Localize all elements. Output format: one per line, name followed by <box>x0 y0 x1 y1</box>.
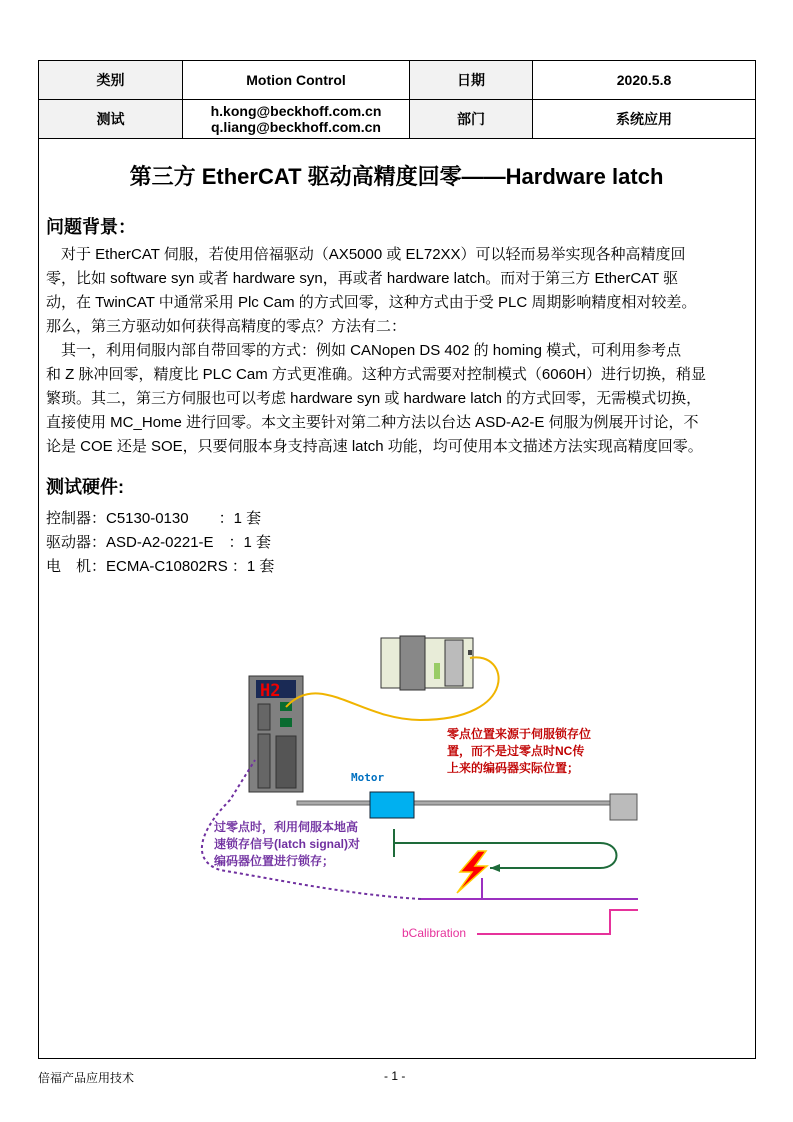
hardware-item: 电 机：ECMA-C10802RS ：1 套 <box>46 558 275 575</box>
email-1: h.kong@beckhoff.com.cn <box>210 103 382 119</box>
text-line: 和 Z 脉冲回零，精度比 PLC Cam 方式更准确。这种方式需要对控制模式（6060H）进行切换，稍显 <box>46 366 707 383</box>
text-line: 直接使用 MC_Home 进行回零。本文主要针对第二种方法以台达 ASD-A2-E 伺服为例展开讨论，不 <box>46 414 699 431</box>
text-line: 零，比如 software syn 或者 hardware syn，再或者 hardware latch。而对于第三方 EtherCAT 驱 <box>46 270 679 287</box>
plc-controller <box>381 636 473 690</box>
test-label: 测试 <box>39 100 183 139</box>
note-line: 零点位置来源于伺服锁存位 <box>447 727 592 741</box>
hardware-item: 驱动器：ASD-A2-0221-E ：1 套 <box>46 534 272 551</box>
text-line: 其一，利用伺服内部自带回零的方式：例如 CANopen DS 402 的 homing 模式，可利用参考点 <box>46 342 682 359</box>
note-line: 置，而不是过零点时NC传 <box>447 744 585 758</box>
note-line: 速锁存信号(latch signal)对 <box>214 837 361 851</box>
axis-rail <box>297 801 612 805</box>
homing-path <box>394 829 617 868</box>
page-number: - 1 - <box>384 1069 406 1083</box>
text-line: 动，在 TwinCAT 中通常采用 Plc Cam 的方式回零，这种方式由于受 PLC 周期影响精度相对较差。 <box>46 294 697 311</box>
document-title: 第三方 EtherCAT 驱动高精度回零——Hardware latch <box>129 164 664 189</box>
calibration-signal <box>477 910 638 934</box>
background-heading: 问题背景： <box>46 217 136 237</box>
note-line: 编码器位置进行锁存； <box>214 854 335 868</box>
motor-label: Motor <box>351 771 385 784</box>
text-line: 对于 EtherCAT 伺服，若使用倍福驱动（AX5000 或 EL72XX）可以轻而易举实现各种高精度回 <box>46 246 686 263</box>
date-value: 2020.5.8 <box>533 61 756 100</box>
arrow-icon <box>490 864 500 872</box>
purple-note <box>214 819 360 868</box>
text-line: 那么，第三方驱动如何获得高精度的零点？方法有二： <box>46 318 407 335</box>
end-stop <box>610 794 637 820</box>
text-line: 繁琐。其二，第三方伺服也可以考虑 hardware syn 或 hardware latch 的方式回零，无需模式切换， <box>46 390 702 407</box>
dept-value: 系统应用 <box>533 100 756 139</box>
latch-signal-line <box>421 878 638 899</box>
category-value: Motion Control <box>183 61 410 100</box>
hardware-item: 控制器：C5130-0130 ：1 套 <box>46 510 262 527</box>
motor-block <box>370 792 414 818</box>
hardware-heading: 测试硬件: <box>46 477 124 497</box>
servo-drive <box>249 676 303 792</box>
calibration-label: bCalibration <box>402 926 467 940</box>
dept-label: 部门 <box>410 100 533 139</box>
text-line: 论是 COE 还是 SOE，只要伺服本身支持高速 latch 功能，均可使用本文描述方法实现高精度回零。 <box>46 438 703 455</box>
email-2: q.liang@beckhoff.com.cn <box>210 119 381 135</box>
footer-left: 倍福产品应用技术 <box>38 1071 135 1085</box>
category-label: 类别 <box>39 61 183 100</box>
red-note <box>447 726 591 775</box>
drive-display: H2 <box>260 681 281 701</box>
note-line: 过零点时，利用伺服本地高 <box>214 820 359 834</box>
note-line: 上来的编码器实际位置； <box>447 761 580 775</box>
date-label: 日期 <box>410 61 533 100</box>
